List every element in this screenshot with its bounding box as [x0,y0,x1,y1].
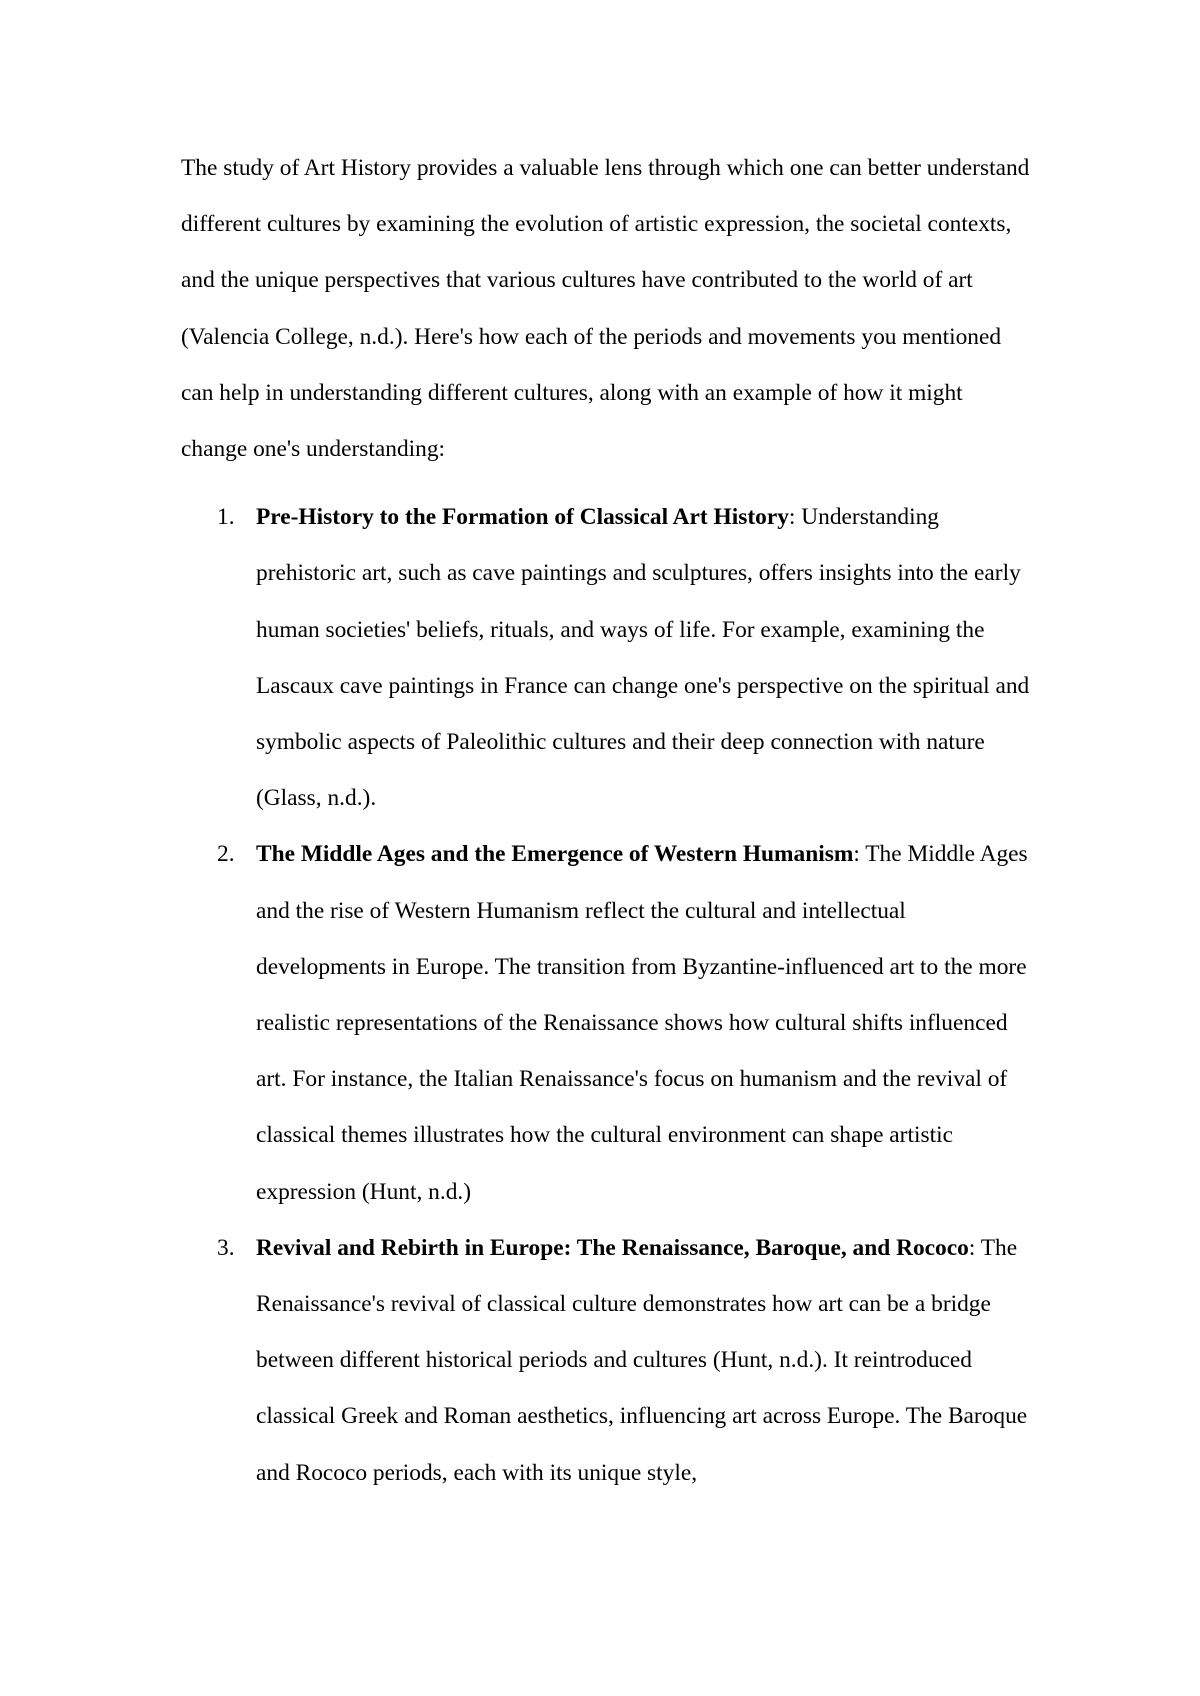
list-item-number: 2. [217,841,235,868]
periods-list [181,489,1031,1501]
list-item-text: : Understanding prehistoric art, such as cave paintings and sculptures, offers insights into the early human societies' beliefs, rituals, and ways of life. For example, examining the Lascaux cave paintings in France can change one's perspective on the spiritual and symbolic aspects of Paleolithic cultures and their deep connection with nature (Glass, n.d.). [256,504,1030,812]
list-item-title: Pre-History to the Formation of Classical Art History [256,504,789,531]
list-item [181,1220,1031,1501]
list-item-title: Revival and Rebirth in Europe: The Renaissance, Baroque, and Rococo [256,1234,969,1261]
list-item [181,826,1031,1219]
list-item-text: : The Renaissance's revival of classical culture demonstrates how art can be a bridge between different historical periods and cultures (Hunt, n.d.). It reintroduced classical Greek and Roman aesthetics, influencing art across Europe. The Baroque and Rococo periods, each with its unique style, [256,1234,1028,1486]
intro-paragraph: The study of Art History provides a valuable lens through which one can better understand different cultures by examining the evolution of artistic expression, the societal contexts, and the unique perspectives that various cultures have contributed to the world of art (Valencia College, n.d.). Here's how each of the periods and movements you mentioned can help in understanding different cultures, along with an example of how it might change one's understanding: [181,155,1030,463]
list-item [181,489,1031,826]
list-item-number: 3. [217,1234,235,1261]
document-body [181,140,1031,1501]
list-item-number: 1. [217,504,235,531]
list-item-title: The Middle Ages and the Emergence of Western Humanism [256,841,854,868]
list-item-text: : The Middle Ages and the rise of Western Humanism reflect the cultural and intellectual developments in Europe. The transition from Byzantine-influenced art to the more realistic representations of the Renaissance shows how cultural shifts influenced art. For instance, the Italian Renaissance's focus on humanism and the revival of classical themes illustrates how the cultural environment can shape artistic expression (Hunt, n.d.) [256,841,1028,1205]
